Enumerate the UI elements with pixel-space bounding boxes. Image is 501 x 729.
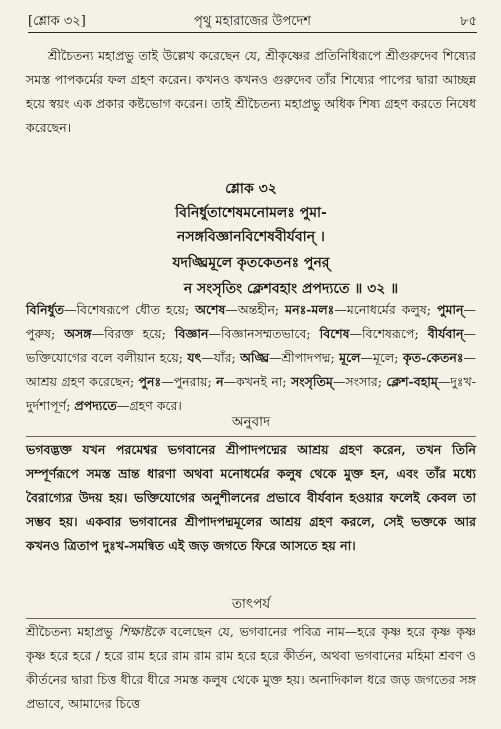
verse-line-4: ন সংসৃতিং ক্লেশবহাং প্রপদ্যতে ॥ ৩২ ॥	[183, 281, 399, 297]
purport-divider	[26, 618, 476, 619]
synonym-word: মনঃ-মলঃ	[285, 302, 335, 317]
synonym-meaning: —পুনরায়;	[161, 374, 217, 389]
intro-paragraph: শ্রীচৈতন্য মহাপ্রভু তাই উল্লেখ করেছেন যে, শ্রীকৃষ্ণের প্রতিনিধিরূপে শ্রীগুরুদেব শিষ্যের সমস্ত পাপকর্মের ফল গ্রহণ করেন। কখনও কখনও গুরুদেব তাঁর শিষ্যের পাপের দ্বারা আচ্ছন্ন হয়ে স্বয়ং এক প্রকার কষ্টভোগ করেন। তাই শ্রীচৈতন্য মহাপ্রভু অধিক শিষ্য গ্রহণ করতে নিষেধ করেছেন।	[26, 48, 476, 135]
synonym-word: কৃত-কেতনঃ	[402, 350, 464, 365]
synonym-meaning: —মনোধর্মের কলুষ;	[334, 302, 437, 317]
synonym-meaning: —যাঁর;	[201, 350, 241, 365]
verse-reference: [শ্লোক ৩২]	[28, 14, 86, 29]
synonym-word: প্রপদ্যতে	[74, 398, 117, 413]
synonym-word: পুমান্	[436, 302, 464, 317]
purport-lead: শ্রীচৈতন্য মহাপ্রভু	[26, 624, 119, 639]
chapter-title: পৃথু মহারাজের উপদেশ	[194, 14, 311, 29]
synonym-word: বীর্যবান্	[427, 326, 464, 341]
translation-divider	[26, 436, 476, 437]
synonym-meaning: —মূলে;	[360, 350, 403, 365]
synonym-meaning: —পুরুষ;	[26, 302, 476, 341]
synonym-word: ন	[216, 374, 224, 389]
purport-text	[26, 620, 476, 716]
synonym-meaning: —শ্রীপাদপদ্ম;	[269, 350, 340, 365]
synonym-meaning: —অন্তহীন;	[225, 302, 286, 317]
purport-emphasis: শিক্ষাষ্টকে	[118, 624, 165, 639]
translation-heading: অনুবাদ	[231, 414, 271, 430]
verse-number: শ্লোক ৩২	[225, 181, 277, 197]
synonym-word: অঙ্ঘ্রি	[240, 350, 270, 365]
page-number: ৮৫	[460, 14, 477, 29]
synonym-word: বিজ্ঞান	[174, 326, 209, 341]
running-header	[28, 12, 477, 33]
verse-line-1: বিনির্ধুতাশেষমনোমলঃ পুমা-	[175, 205, 327, 221]
synonym-meaning: —বিজ্ঞানসম্মতভাবে;	[208, 326, 320, 341]
synonym-word: সংসৃতিম্	[291, 374, 333, 389]
synonyms-paragraph	[26, 298, 476, 418]
verse-line-3: যদঙ্ঘ্রিমূলে কৃতকেতনঃ পুনর্	[172, 255, 330, 271]
synonym-meaning: —বিশেষরূপে;	[349, 326, 428, 341]
synonym-word: ক্লেশ-বহাম্	[386, 374, 438, 389]
synonym-meaning: —বিরক্ত হয়ে;	[91, 326, 175, 341]
synonym-word: যৎ	[187, 350, 202, 365]
synonym-meaning: —কখনই না;	[223, 374, 292, 389]
synonym-word: বিনির্ধুত	[26, 302, 64, 317]
synonym-meaning: —বিশেষরূপে ধৌত হয়ে;	[63, 302, 196, 317]
synonym-word: পুনঃ	[138, 374, 162, 389]
purport-heading: তাৎপর্য	[231, 596, 271, 612]
verse-line-2: নসঙ্গবিজ্ঞানবিশেষবীর্যবান্ ।	[177, 229, 325, 245]
synonym-word: বিশেষ	[319, 326, 350, 341]
synonym-meaning: —আশ্রয় গ্রহণ করেছেন;	[26, 350, 476, 389]
synonym-word: মূলে	[339, 350, 361, 365]
synonym-word: অসঙ্গ	[64, 326, 92, 341]
purport-body: বলেছেন যে, ভগবানের পবিত্র নাম—হরে কৃষ্ণ হরে কৃষ্ণ কৃষ্ণ কৃষ্ণ হরে হরে / হরে রাম হরে রাম রাম রাম হরে হরে কীর্তন, অথবা ভগবানের মহিমা শ্রবণ ও কীর্তনের দ্বারা চিত্ত ধীরে ধীরে সমস্ত কলুষ থেকে মুক্ত হয়। অনাদিকাল ধরে জড় জগতের সঙ্গ প্রভাবে, আমাদের চিত্তে	[26, 624, 476, 711]
synonym-meaning: —সংসার;	[332, 374, 387, 389]
synonym-meaning: —দুঃখ-দুর্দশাপূর্ণ;	[26, 374, 476, 413]
translation-text: ভগবদ্ভক্ত যখন পরমেশ্বর ভগবানের শ্রীপাদপদ্মের আশ্রয় গ্রহণ করেন, তখন তিনি সম্পূর্ণরূপে সমস্ত ভ্রান্ত ধারণা অথবা মনোধর্মের কলুষ থেকে মুক্ত হন, এবং তাঁর মধ্যে বৈরাগ্যের উদয় হয়। ভক্তিযোগের অনুশীলনের প্রভাবে বীর্যবান হওয়ার ফলেই কেবল তা সম্ভব হয়। একবার ভগবানের শ্রীপাদপদ্মমূলের আশ্রয় গ্রহণ করলে, সেই ভক্তকে আর কখনও ত্রিতাপ দুঃখ-সমন্বিত এই জড় জগতে ফিরে আসতে হয় না।	[26, 442, 476, 553]
synonym-meaning: —গ্রহণ করে।	[116, 398, 182, 413]
synonym-meaning: —ভক্তিযোগের বলে বলীয়ান হয়ে;	[26, 326, 476, 365]
synonym-word: অশেষ	[195, 302, 226, 317]
